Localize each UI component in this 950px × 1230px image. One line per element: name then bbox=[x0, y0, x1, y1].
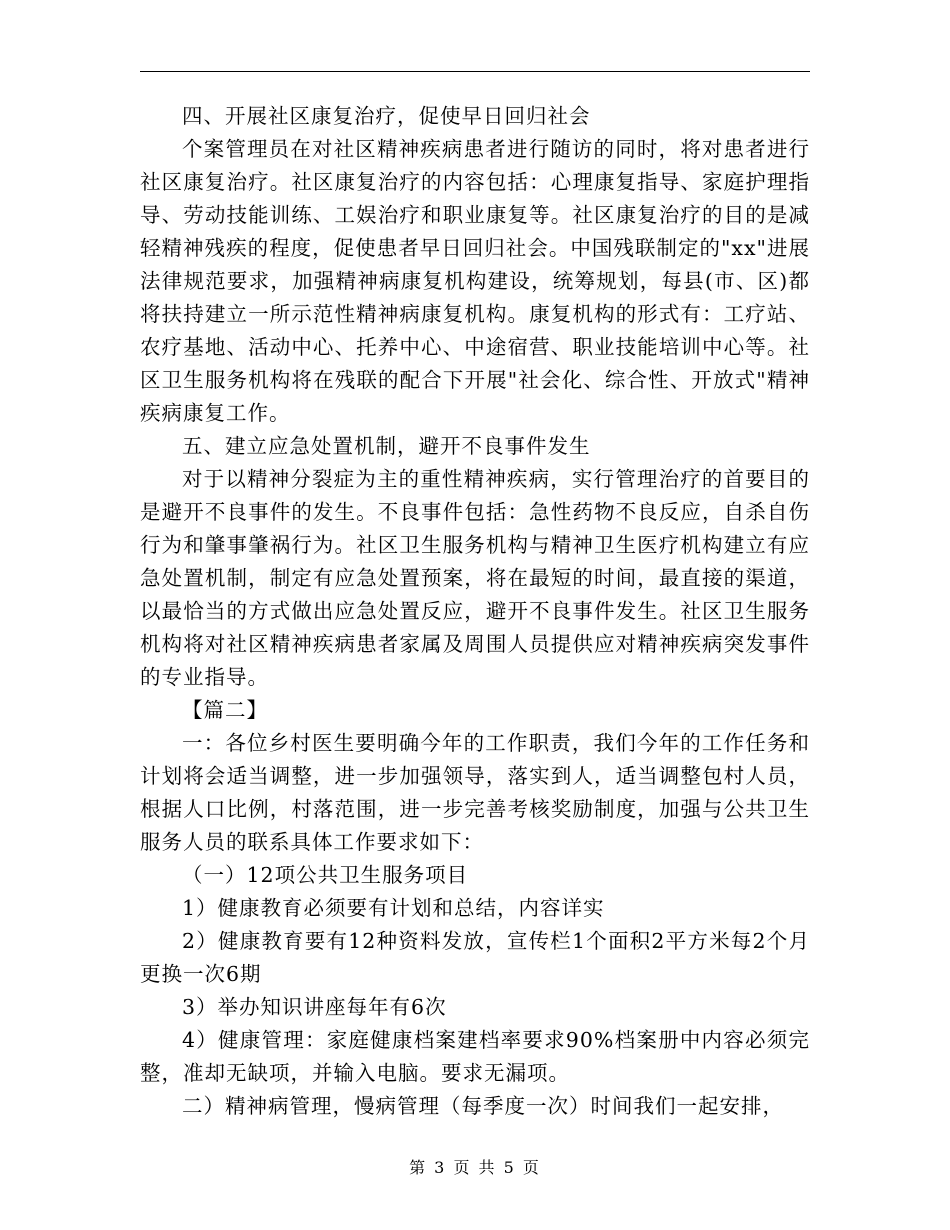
list-item-4: 4）健康管理：家庭健康档案建档率要求90%档案册中内容必须完整，准却无缺项，并输入电脑。要求无漏项。 bbox=[140, 1028, 810, 1085]
part-two-heading: 【篇二】 bbox=[182, 698, 268, 722]
list-heading-services: （一）12项公共卫生服务项目 bbox=[182, 863, 469, 887]
page-footer bbox=[0, 1155, 950, 1178]
list-item-1: 1）健康教育必须要有计划和总结，内容详实 bbox=[182, 896, 605, 920]
page-number: 第 3 页 共 5 页 bbox=[409, 1158, 541, 1177]
paragraph-management: 二）精神病管理，慢病管理（每季度一次）时间我们一起安排， bbox=[182, 1094, 784, 1118]
document-body bbox=[140, 100, 810, 1123]
list-item-3: 3）举办知识讲座每年有6次 bbox=[182, 995, 447, 1019]
list-item-2: 2）健康教育要有12种资料发放，宣传栏1个面积2平方米每2个月更换一次6期 bbox=[140, 929, 810, 986]
section-heading-4: 四、开展社区康复治疗，促使早日回归社会 bbox=[182, 104, 591, 128]
section-heading-5: 五、建立应急处置机制，避开不良事件发生 bbox=[182, 434, 591, 458]
paragraph-rehab: 个案管理员在对社区精神疾病患者进行随访的同时，将对患者进行社区康复治疗。社区康复治疗的内容包括：心理康复指导、家庭护理指导、劳动技能训练、工娱治疗和职业康复等。社区康复治疗的目的是减轻精神残疾的程度，促使患者早日回归社会。中国残联制定的"xx"进展法律规范要求，加强精神病康复机构建设，统筹规划，每县(市、区)都将扶持建立一所示范性精神病康复机构。康复机构的形式有：工疗站、农疗基地、活动中心、托养中心、中途宿营、职业技能培训中心等。社区卫生服务机构将在残联的配合下开展"社会化、综合性、开放式"精神疾病康复工作。 bbox=[140, 137, 810, 425]
paragraph-duties: 一：各位乡村医生要明确今年的工作职责，我们今年的工作任务和计划将会适当调整，进一步加强领导，落实到人，适当调整包村人员，根据人口比例，村落范围，进一步完善考核奖励制度，加强与公共卫生服务人员的联系具体工作要求如下： bbox=[140, 731, 810, 854]
paragraph-emergency: 对于以精神分裂症为主的重性精神疾病，实行管理治疗的首要目的是避开不良事件的发生。不良事件包括：急性药物不良反应，自杀自伤行为和肇事肇祸行为。社区卫生服务机构与精神卫生医疗机构建立有应急处置机制，制定有应急处置预案，将在最短的时间，最直接的渠道，以最恰当的方式做出应急处置反应，避开不良事件发生。社区卫生服务机构将对社区精神疾病患者家属及周围人员提供应对精神疾病突发事件的专业指导。 bbox=[140, 467, 810, 689]
header-rule bbox=[140, 71, 810, 72]
